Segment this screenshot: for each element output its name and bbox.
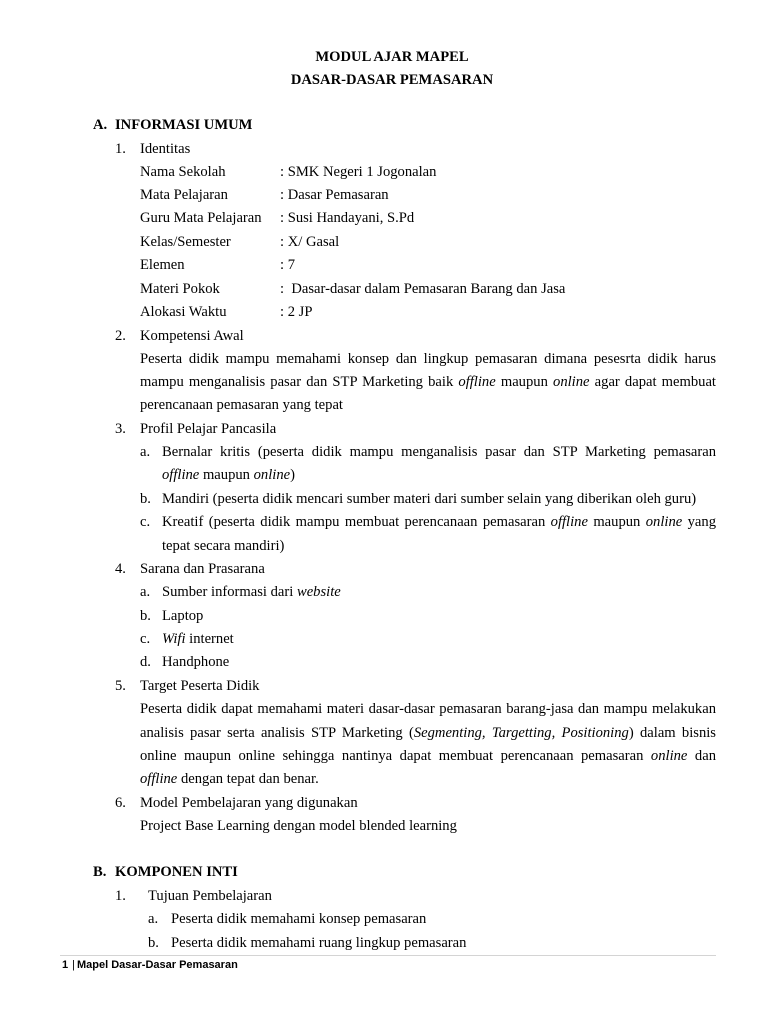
target-peserta-title: Target Peserta Didik [140,678,260,694]
identitas-row-nama-sekolah [140,163,716,181]
list-letter: a. [140,444,151,460]
text-segment: maupun [587,514,646,530]
italic-term: offline [458,374,496,390]
text-segment: Peserta didik dapat memahami materi dasar-dasar pemasaran barang-jasa dan mampu melakukan [140,701,716,717]
section-b-heading: KOMPONEN INTI [115,864,238,880]
list-number: 1. [115,888,126,904]
footer [62,958,238,972]
footer-divider [60,955,716,956]
identitas-row-guru [140,209,716,227]
text-segment: dengan tepat dan benar. [177,771,319,787]
identitas-row-mata-pelajaran [140,186,716,204]
text-segment: maupun [199,467,254,483]
list-letter: a. [148,911,159,927]
text-segment: Handphone [162,654,230,670]
list-letter: c. [140,514,151,530]
list-item-line [162,653,229,671]
list-item-line: Peserta didik memahami konsep pemasaran [171,911,427,927]
text-segment: ) [290,467,295,483]
text-segment: maupun [495,374,554,390]
identitas-title: Identitas [140,141,191,157]
document-title-line-1: MODUL AJAR MAPEL [315,49,469,65]
list-number: 4. [115,561,126,577]
list-item-line: Peserta didik memahami ruang lingkup pemasaran [171,935,467,951]
list-item-line [162,630,234,648]
footer-page-number: 1 [62,959,69,971]
text-segment: online maupun online sehingga nantinya dapat membuat perencanaan pemasaran [140,748,651,764]
list-item-line [162,537,284,555]
text-segment: dan [687,748,716,764]
paragraph-line [140,373,716,391]
italic-term: offline [550,514,588,530]
footer-title: Mapel Dasar-Dasar Pemasaran [76,959,238,971]
model-pembelajaran-text: Project Base Learning dengan model blended learning [140,818,457,834]
identitas-value: : SMK Negeri 1 Jogonalan [280,164,437,180]
italic-term: offline [140,771,178,787]
list-letter: a. [140,584,151,600]
text-segment: tepat secara mandiri) [162,538,285,554]
list-item-line [162,490,696,508]
footer-separator: | [72,959,75,971]
text-segment: yang [682,514,716,530]
text-segment: internet [185,631,234,647]
italic-term: online [650,748,688,764]
document-title-line-2: DASAR-DASAR PEMASARAN [290,72,494,88]
paragraph-line [140,700,716,718]
italic-term: website [296,584,341,600]
text-segment: Kreatif (peserta didik mampu membuat perencanaan pemasaran [162,514,551,530]
identitas-value: : 7 [280,257,295,273]
list-letter: d. [140,654,151,670]
text-segment: analisis pasar serta analisis STP Marketing ( [140,725,414,741]
list-item-line [162,583,341,601]
paragraph-line [140,724,716,742]
list-number: 5. [115,678,126,694]
identitas-row-kelas-semester [140,233,716,251]
italic-term: offline [162,467,200,483]
identitas-value: : Susi Handayani, S.Pd [280,210,415,226]
text-segment: agar dapat membuat [589,374,716,390]
paragraph-line [140,396,343,414]
paragraph-line [140,350,716,368]
list-number: 1. [115,141,126,157]
list-item-line [162,443,716,461]
sarana-prasarana-title: Sarana dan Prasarana [140,561,265,577]
italic-term: online [553,374,590,390]
identitas-value: : 2 JP [280,304,313,320]
text-segment: Bernalar kritis (peserta didik mampu menganalisis pasar dan STP Marketing pemasaran [162,444,716,460]
identitas-label: Nama Sekolah [140,164,226,180]
identitas-label: Guru Mata Pelajaran [140,210,262,226]
text-segment: Laptop [162,608,204,624]
section-a-letter: A. [93,117,108,133]
tujuan-pembelajaran-title: Tujuan Pembelajaran [148,888,272,904]
kompetensi-awal-title: Kompetensi Awal [140,328,244,344]
profil-pelajar-title: Profil Pelajar Pancasila [140,421,277,437]
identitas-value: : Dasar Pemasaran [280,187,389,203]
list-item-line [162,607,203,625]
identitas-label: Elemen [140,257,185,273]
identitas-label: Kelas/Semester [140,234,231,250]
section-b-letter: B. [93,864,107,880]
paragraph-line [140,770,319,788]
list-number: 2. [115,328,126,344]
italic-term: online [645,514,683,530]
list-number: 6. [115,795,126,811]
list-item-line [162,513,716,531]
text-segment: mampu menganalisis pasar dan STP Marketing baik [140,374,459,390]
identitas-label: Materi Pokok [140,281,220,297]
identitas-value: : X/ Gasal [280,234,340,250]
identitas-label: Alokasi Waktu [140,304,227,320]
italic-term: Segmenting, Targetting, Positioning [413,725,629,741]
text-segment: Peserta didik mampu memahami konsep dan lingkup pemasaran dimana pesesrta didik harus [140,351,716,367]
text-segment: Sumber informasi dari [162,584,297,600]
text-segment: perencanaan pemasaran yang tepat [140,397,343,413]
identitas-row-elemen [140,256,716,274]
model-pembelajaran-title: Model Pembelajaran yang digunakan [140,795,358,811]
paragraph-line [140,747,716,765]
list-letter: b. [148,935,159,951]
section-a-heading: INFORMASI UMUM [115,117,253,133]
list-number: 3. [115,421,126,437]
list-letter: b. [140,491,151,507]
identitas-value: : Dasar-dasar dalam Pemasaran Barang dan Jasa [280,281,566,297]
text-segment: Mandiri (peserta didik mencari sumber materi dari sumber selain yang diberikan oleh guru) [162,491,697,507]
list-letter: b. [140,608,151,624]
list-item-line [162,466,295,484]
identitas-row-materi-pokok [140,280,716,298]
identitas-row-alokasi-waktu [140,303,716,321]
list-letter: c. [140,631,151,647]
text-segment: ) dalam bisnis [628,725,716,741]
italic-term: Wifi [162,631,186,647]
identitas-label: Mata Pelajaran [140,187,228,203]
italic-term: online [253,467,291,483]
